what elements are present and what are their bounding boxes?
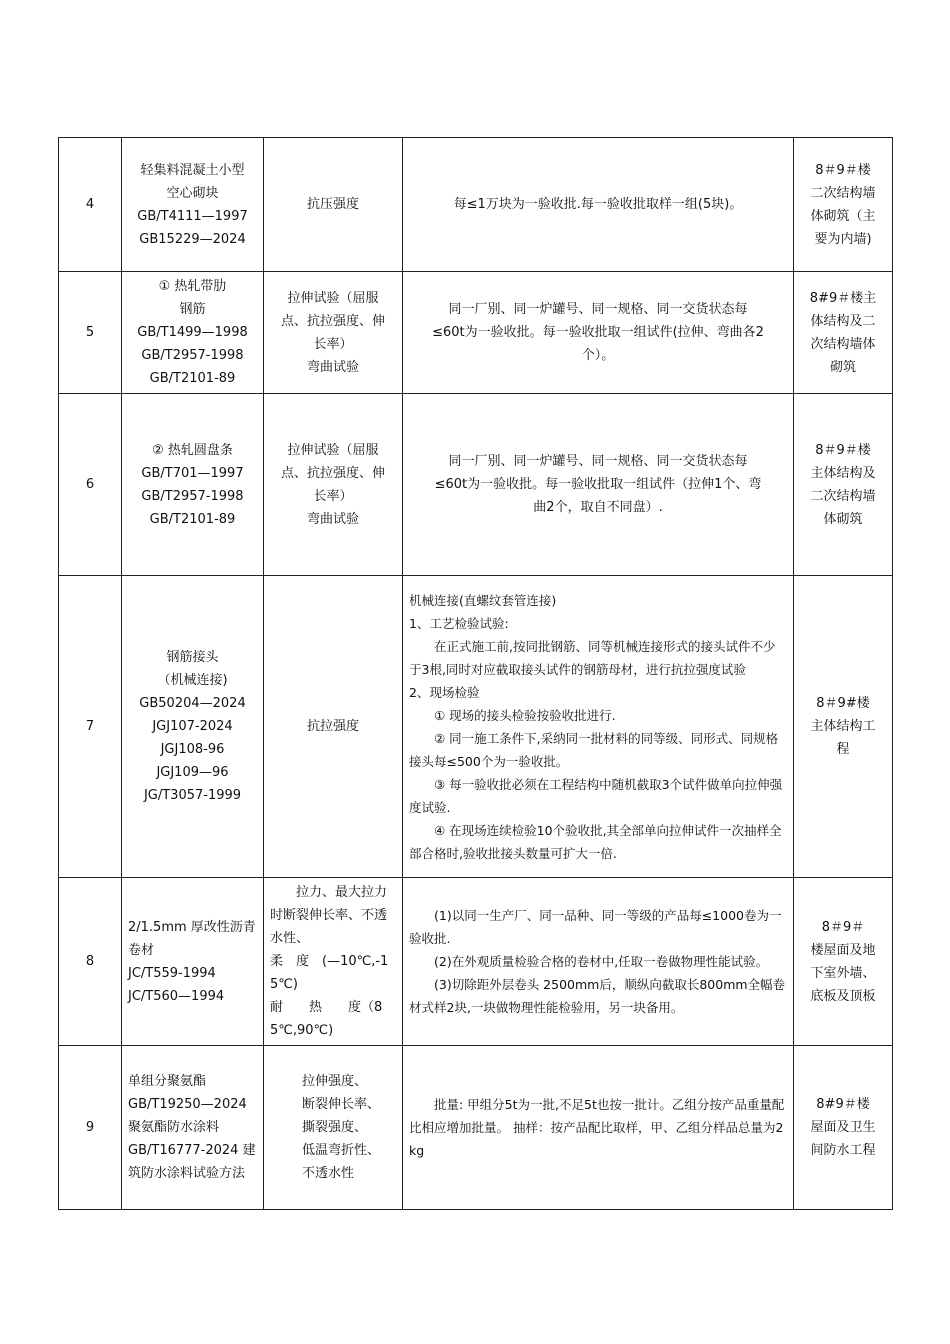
- material-line: GB15229—2024: [139, 231, 246, 247]
- material-line: JC/T560—1994: [128, 988, 225, 1004]
- rule-line: 2、现场检验: [409, 684, 480, 700]
- material-line: GB/T19250—2024: [128, 1097, 247, 1112]
- row-number: 5: [59, 272, 122, 394]
- material-line: GB/T1499—1998: [137, 325, 248, 340]
- test-item-line: 低温弯折性、: [302, 1143, 381, 1158]
- material-line: JGJ107-2024: [152, 719, 233, 734]
- table-row: [59, 272, 893, 394]
- test-item-line: 弯曲试验: [306, 511, 359, 527]
- material-line: 钢筋: [179, 302, 206, 317]
- location-cell: [794, 138, 893, 272]
- material-line: （机械连接): [157, 673, 228, 688]
- test-items-cell: [264, 878, 403, 1046]
- material-line: GB/T2957-1998: [141, 488, 244, 504]
- sampling-rule-cell: [403, 1046, 794, 1210]
- location-line: 二次结构墙: [810, 185, 876, 201]
- material-line: JC/T559-1994: [128, 965, 216, 981]
- test-item-line: 点、抗拉强度、伸: [280, 465, 385, 481]
- location-line: 要为内墙): [814, 231, 872, 247]
- sampling-rule-cell: [403, 878, 794, 1046]
- location-cell: [794, 272, 893, 394]
- location-line: 底板及顶板: [810, 988, 876, 1004]
- location-line: 下室外墙、: [810, 965, 876, 981]
- test-item-line: 拉伸试验（屈服: [287, 442, 379, 458]
- material-cell: [122, 878, 264, 1046]
- location-line: 间防水工程: [810, 1143, 876, 1158]
- location-cell: [794, 1046, 893, 1210]
- rule-line: ④ 在现场连续检验10个验收批,其全部单向拉伸试件一次抽样全部合格时,验收批接头数量可扩大一倍.: [409, 822, 782, 861]
- test-items-cell: [264, 394, 403, 576]
- rule-line: ≤60t为一验收批。每一验收批取一组试件(拉伸、弯曲各2: [432, 325, 764, 340]
- test-item-line: 长率）: [313, 488, 353, 504]
- test-item-line: 抗压强度: [306, 197, 359, 212]
- material-line: GB/T2101-89: [149, 511, 236, 527]
- material-line: 单组分聚氨酯: [128, 1074, 207, 1089]
- row-number: 6: [59, 394, 122, 576]
- material-line: ② 热轧圆盘条: [152, 442, 233, 458]
- material-line: JGJ108-96: [160, 742, 225, 757]
- row-number: 9: [59, 1046, 122, 1210]
- rule-line: 同一厂别、同一炉罐号、同一规格、同一交货状态每: [448, 302, 748, 317]
- test-item-line: 拉伸强度、: [302, 1074, 368, 1089]
- material-line: 空心砌块: [166, 185, 219, 201]
- location-line: 8＃9＃楼: [815, 442, 871, 458]
- location-line: 程: [836, 742, 850, 757]
- sampling-rule-cell: [403, 394, 794, 576]
- table-row: [59, 878, 893, 1046]
- material-cell: [122, 576, 264, 878]
- material-line: 2/1.5mm 厚改性沥青卷材: [128, 919, 256, 958]
- material-line: 聚氨酯防水涂料: [128, 1120, 220, 1135]
- test-items-cell: [264, 1046, 403, 1210]
- test-item-line: 耐 热 度（85℃,90℃): [270, 1000, 383, 1038]
- location-line: 次结构墙体: [810, 336, 876, 352]
- table-row: [59, 138, 893, 272]
- test-item-line: 拉伸试验（屈服: [287, 290, 379, 306]
- location-line: 8＃9#楼: [816, 696, 870, 711]
- test-items-cell: [264, 272, 403, 394]
- material-line: JGJ109—96: [156, 765, 229, 780]
- table-row: [59, 394, 893, 576]
- test-item-line: 长率）: [313, 336, 353, 352]
- rule-line: (2)在外观质量检验合格的卷材中,任取一卷做物理性能试验。: [434, 954, 769, 969]
- location-line: 主体结构及: [810, 465, 876, 481]
- inspection-spec-table: [58, 137, 893, 1210]
- location-line: 屋面及卫生: [810, 1120, 876, 1135]
- rule-line: 机械连接(直螺纹套管连接): [409, 592, 557, 608]
- rule-line: 批量: 甲组分5t为一批,不足5t也按一批计。乙组分按产品重量配比相应增加批量。 抽样：按产品配比取样，甲、乙组分样品总量为2kg: [409, 1097, 785, 1158]
- rule-line: (3)切除距外层卷头 2500mm后，顺纵向截取长800mm全幅卷材式样2块,一块做物理性能检验用，另一块备用。: [409, 977, 786, 1015]
- rule-line: ③ 每一验收批必须在工程结构中随机截取3个试件做单向拉伸强度试验.: [409, 776, 783, 815]
- location-cell: [794, 878, 893, 1046]
- sampling-rule-cell: [403, 576, 794, 878]
- rule-line: 1、工艺检验试验:: [409, 615, 509, 631]
- material-line: GB/T16777-2024 建筑防水涂料试验方法: [128, 1143, 256, 1181]
- rule-line: (1)以同一生产厂、同一品种、同一等级的产品每≤1000卷为一验收批.: [409, 908, 782, 946]
- rule-line: 每≤1万块为一验收批.每一验收批取样一组(5块)。: [453, 197, 743, 212]
- rule-line: ② 同一施工条件下,采纳同一批材料的同等级、同形式、同规格接头每≤500个为一验收批。: [409, 730, 779, 769]
- material-cell: [122, 138, 264, 272]
- sampling-rule-cell: [403, 138, 794, 272]
- material-line: JG/T3057-1999: [143, 788, 242, 803]
- material-line: GB/T2101-89: [149, 371, 236, 386]
- location-line: 二次结构墙: [810, 488, 876, 504]
- material-line: ① 热轧带肋: [158, 279, 227, 294]
- material-cell: [122, 1046, 264, 1210]
- material-line: GB/T701—1997: [141, 465, 244, 481]
- rule-line: 曲2个，取自不同盘）.: [533, 500, 663, 515]
- location-line: 体砌筑: [823, 511, 863, 527]
- rule-line: 同一厂别、同一炉罐号、同一规格、同一交货状态每: [448, 454, 748, 469]
- location-line: 砌筑: [829, 359, 856, 375]
- location-line: 体结构及二: [810, 313, 876, 329]
- rule-line: ≤60t为一验收批。每一验收批取一组试件（拉伸1个、弯: [434, 477, 762, 492]
- material-line: 轻集料混凝土小型: [140, 162, 245, 178]
- location-cell: [794, 394, 893, 576]
- test-item-line: 不透水性: [302, 1166, 355, 1181]
- location-cell: [794, 576, 893, 878]
- rule-line: 个）。: [581, 348, 615, 363]
- location-line: 8＃9＃: [821, 919, 865, 935]
- table-row: [59, 576, 893, 878]
- table-row: [59, 1046, 893, 1210]
- material-cell: [122, 272, 264, 394]
- location-line: 8＃9＃楼: [815, 162, 871, 178]
- row-number: 4: [59, 138, 122, 272]
- material-line: GB50204—2024: [139, 696, 246, 711]
- location-line: 8#9＃楼: [816, 1097, 870, 1112]
- rule-line: ① 现场的接头检验按验收批进行.: [434, 707, 616, 723]
- location-line: 体砌筑（主: [810, 208, 876, 224]
- row-number: 7: [59, 576, 122, 878]
- test-items-cell: [264, 138, 403, 272]
- material-line: GB/T2957-1998: [141, 348, 244, 363]
- test-item-line: 弯曲试验: [306, 359, 359, 375]
- location-line: 主体结构工: [810, 719, 876, 734]
- test-item-line: 撕裂强度、: [302, 1120, 368, 1135]
- sampling-rule-cell: [403, 272, 794, 394]
- test-item-line: 断裂伸长率、: [302, 1097, 381, 1112]
- test-item-line: 点、抗拉强度、伸: [280, 313, 385, 329]
- test-items-cell: [264, 576, 403, 878]
- material-line: 钢筋接头: [166, 650, 219, 665]
- row-number: 8: [59, 878, 122, 1046]
- material-cell: [122, 394, 264, 576]
- rule-line: 在正式施工前,按同批钢筋、同等机械连接形式的接头试件不少于3根,同时对应截取接头试件的钢筋母材，进行抗拉强度试验: [409, 638, 776, 677]
- test-item-line: 拉力、最大拉力时断裂伸长率、不透水性、: [270, 885, 388, 946]
- location-line: 楼屋面及地: [810, 942, 876, 958]
- location-line: 8#9＃楼主: [809, 290, 877, 306]
- test-item-line: 柔 度 (—10℃,-15℃): [270, 954, 389, 992]
- material-line: GB/T4111—1997: [137, 208, 248, 224]
- test-item-line: 抗拉强度: [306, 719, 359, 734]
